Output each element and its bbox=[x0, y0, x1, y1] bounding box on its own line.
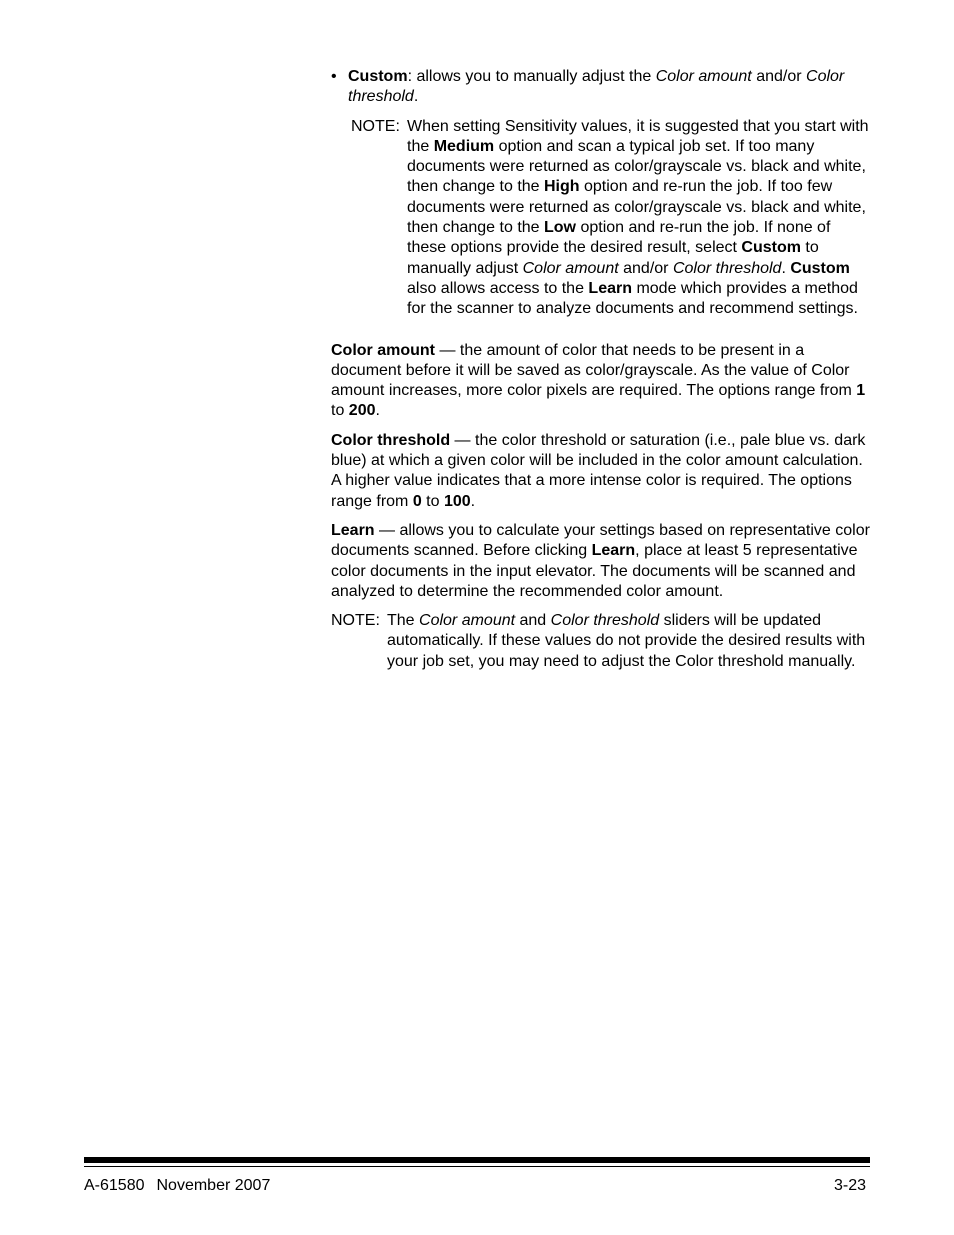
doc-date: November 2007 bbox=[156, 1177, 271, 1194]
range-max: 100 bbox=[443, 492, 471, 510]
footer-rule-thin bbox=[84, 1166, 870, 1167]
bold-run: Custom bbox=[741, 239, 801, 257]
paragraph-color-amount bbox=[331, 341, 871, 422]
text-run: option and re-run the job. If too few documents were returned as color/grayscale vs. black and white, then change to the bbox=[407, 178, 866, 237]
bold-run: High bbox=[544, 178, 580, 196]
italic-run: Color threshold bbox=[550, 612, 660, 630]
italic-run: Color amount bbox=[419, 612, 516, 630]
doc-number: A-61580 bbox=[84, 1177, 145, 1194]
paragraph-learn bbox=[331, 521, 871, 602]
text-run: — allows you to calculate your settings based on representative color documents scanned. Before clicking bbox=[331, 521, 870, 560]
page-number: 3-23 bbox=[833, 1177, 866, 1194]
page-content bbox=[331, 67, 871, 672]
bold-run: Learn bbox=[591, 542, 636, 560]
bullet-glyph: • bbox=[331, 68, 337, 85]
text-run: . bbox=[375, 402, 380, 420]
italic-run: Color amount bbox=[522, 259, 619, 277]
text-run: — the color threshold or saturation (i.e., pale blue vs. dark blue) at which a given color will be included in the color amount calculation. A higher value indicates that a more intense color is required. The options range from bbox=[331, 431, 866, 510]
text-run: . bbox=[781, 259, 791, 277]
italic-run: Color threshold bbox=[672, 259, 782, 277]
bullet-custom bbox=[331, 67, 871, 108]
text-run: and/or bbox=[618, 259, 673, 277]
text-run: When setting Sensitivity values, it is suggested that you start with the bbox=[407, 117, 869, 155]
text-run: : allows you to manually adjust the bbox=[407, 68, 656, 85]
text-run: to bbox=[421, 492, 444, 510]
bold-run: Medium bbox=[433, 137, 495, 155]
text-run: mode which provides a method for the scanner to analyze documents and recommend settings. bbox=[407, 279, 858, 318]
italic-run: Color threshold bbox=[348, 68, 845, 106]
footer-left bbox=[84, 1177, 270, 1195]
text-run: sliders will be updated automatically. If these values do not provide the desired results with your job set, you may need to adjust the Color threshold manually. bbox=[387, 612, 866, 670]
text-run: to manually adjust bbox=[407, 239, 819, 277]
italic-run: Color amount bbox=[655, 68, 752, 85]
text-run: The bbox=[387, 612, 420, 630]
note-label: NOTE: bbox=[331, 612, 380, 630]
text-run: and/or bbox=[751, 68, 807, 85]
term-learn: Learn bbox=[331, 521, 375, 539]
text-run: option and scan a typical job set. If too many documents were returned as color/grayscale vs. black and white, then change to the bbox=[407, 137, 866, 196]
paragraph-color-threshold bbox=[331, 431, 871, 512]
text-run: option and re-run the job. If none of these options provide the desired result, select bbox=[407, 219, 831, 257]
text-run: and bbox=[515, 612, 551, 630]
term-color-amount: Color amount bbox=[331, 341, 435, 359]
text-run: . bbox=[470, 492, 476, 510]
range-max: 200 bbox=[348, 402, 376, 420]
note-sliders bbox=[331, 611, 871, 672]
note-label: NOTE: bbox=[351, 117, 400, 135]
text-run: — the amount of color that needs to be present in a document before it will be saved as color/grayscale. As the value of Color amount increases, more color pixels are required. The options range from bbox=[331, 341, 857, 400]
range-min: 1 bbox=[856, 382, 866, 400]
text-run: . bbox=[413, 88, 419, 106]
text-run: to bbox=[331, 402, 349, 420]
term-color-threshold: Color threshold bbox=[331, 431, 451, 449]
text-run: , place at least 5 representative color documents in the input elevator. The documents will be scanned and analyzed to determine the recommended color amount. bbox=[331, 542, 858, 600]
footer-rule-thick bbox=[84, 1157, 870, 1163]
bold-run: Custom bbox=[790, 259, 850, 277]
term-custom: Custom bbox=[348, 68, 408, 85]
bold-run: Learn bbox=[588, 279, 632, 297]
range-min: 0 bbox=[412, 492, 422, 510]
note-sensitivity bbox=[351, 117, 871, 320]
text-run: also allows access to the bbox=[407, 279, 589, 297]
bold-run: Low bbox=[544, 219, 576, 237]
